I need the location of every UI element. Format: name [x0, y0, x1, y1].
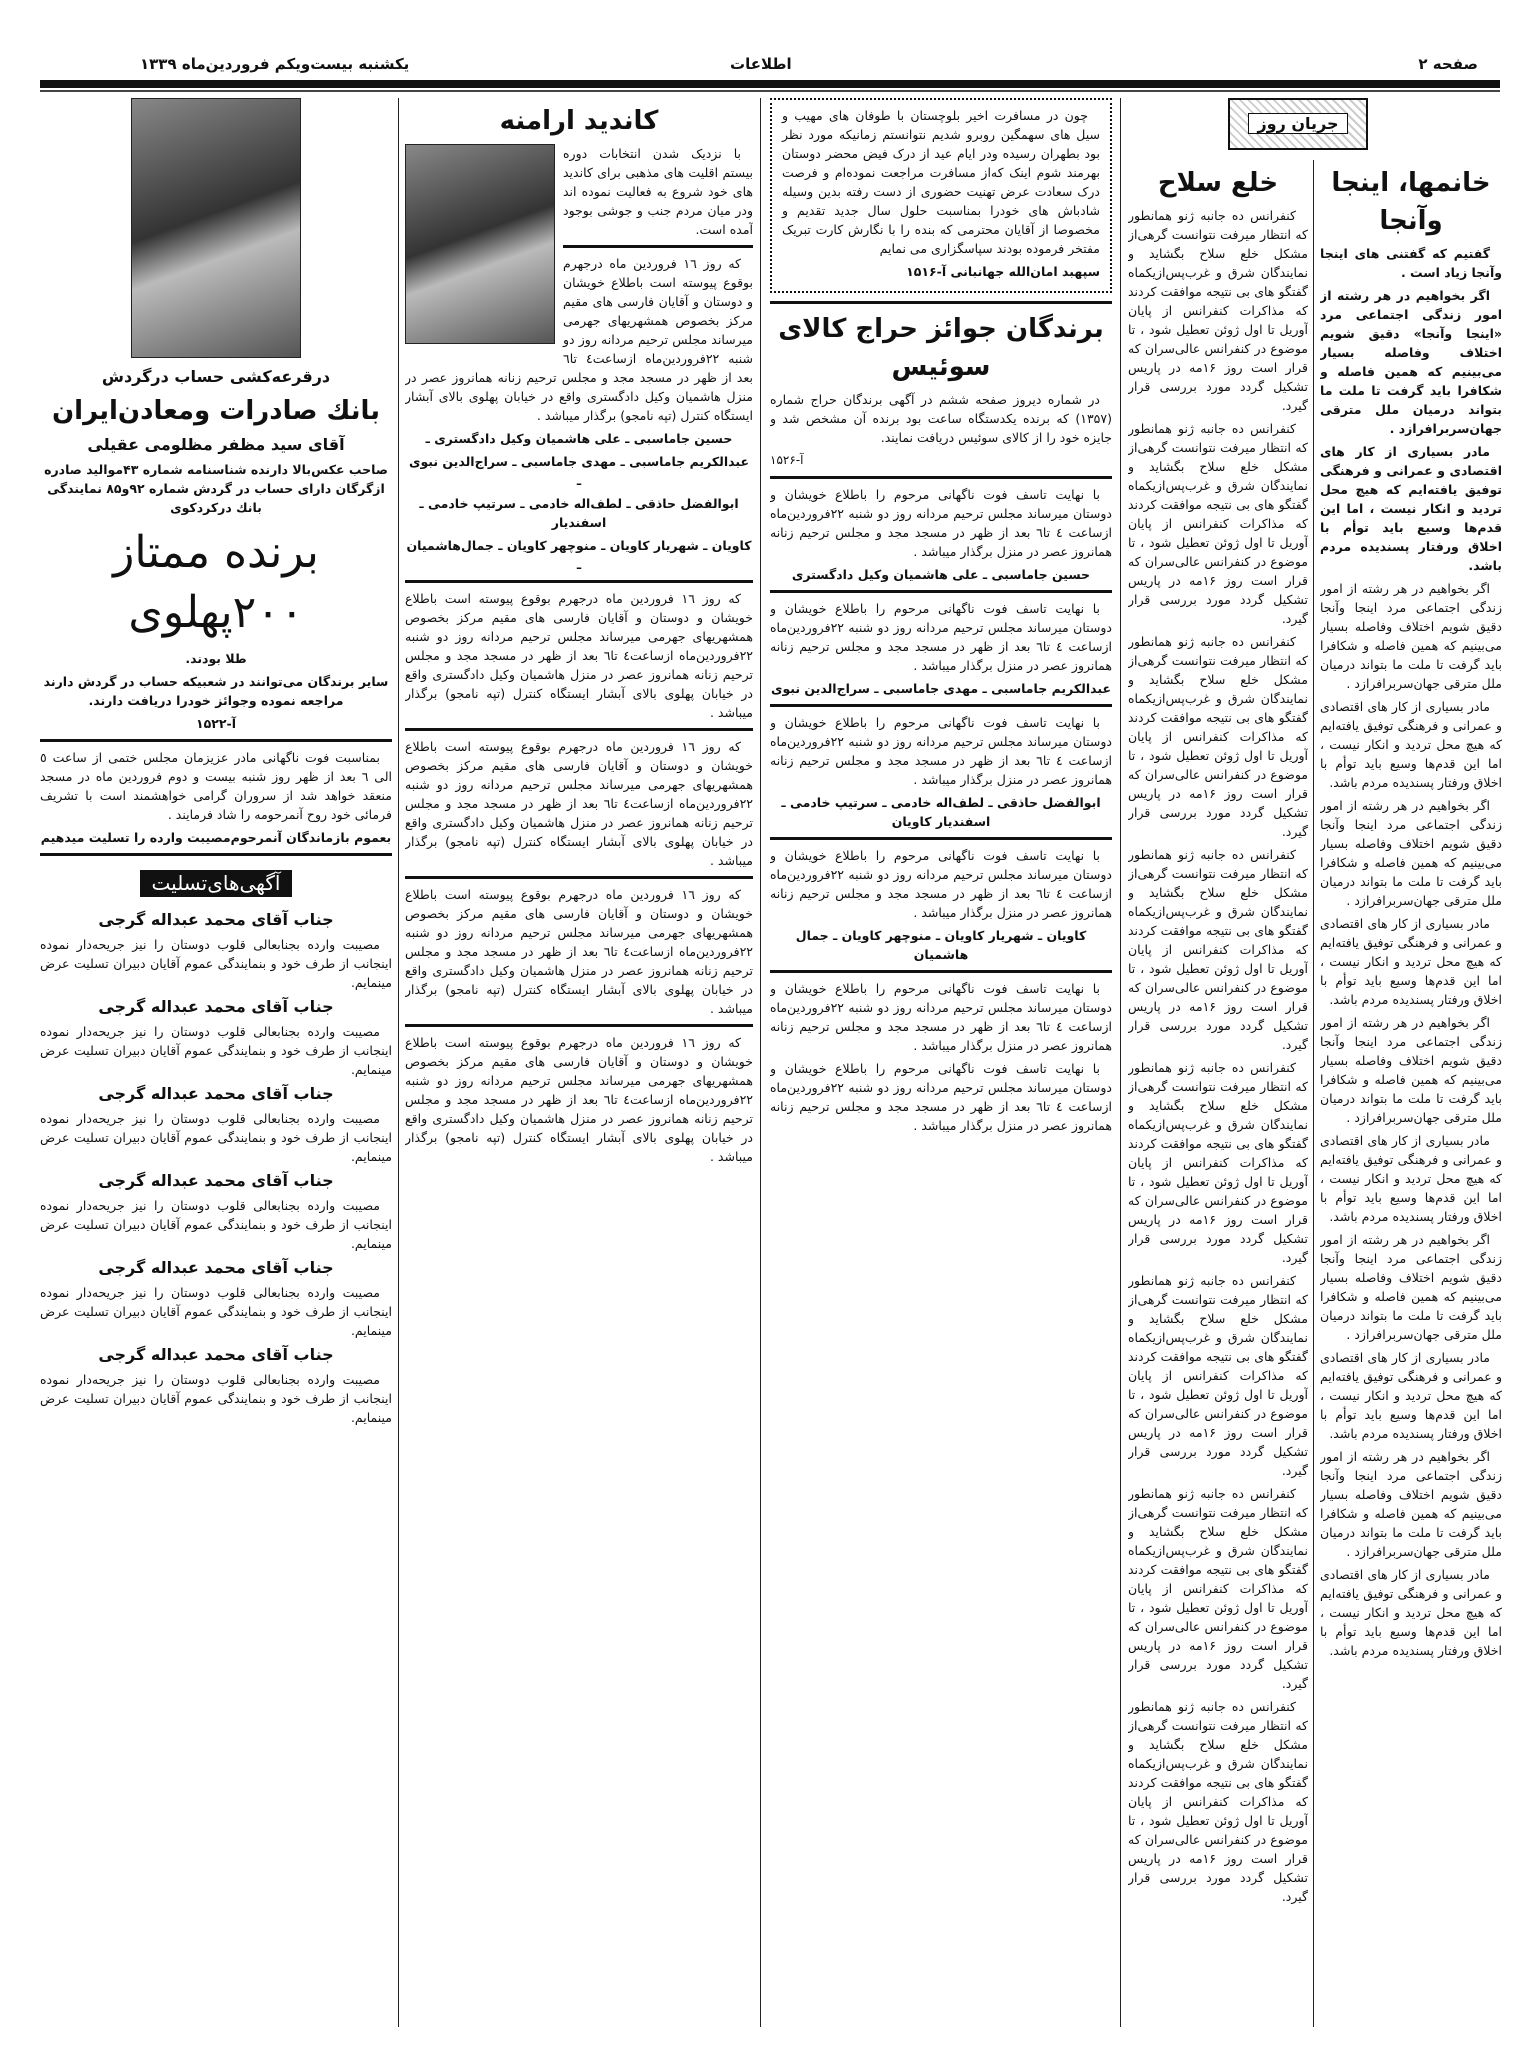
article-paragraph: اگر بخواهیم در هر رشته از امور زندگی اجتماعی مرد اینجا وآنجا دقیق شویم اختلاف وفاصله بسیار می‌بینیم که همین فاصله و شکافرا باید گرفت تا ملت ما بتواند درمیان ملل مترقی جهان‌سربرافرازد . [1320, 1015, 1502, 1125]
article-paragraph: کنفرانس ده جانبه ژنو همانطور که انتظار میرفت نتوانست گرهی‌از مشکل خلع سلاح بگشاید و نمایندگان شرق و غرب‌پس‌ازیکماه گفتگو های بی نتیجه موافقت کردند که مذاکرات کنفرانس از پایان آوریل تا اول ژوئن تعطیل شود ، تا موضوع در کنفرانس عالی‌سران که قرار است روز ۱۶مه در پاریس تشکیل گردد مورد بررسی قرار گیرد. [1128, 1699, 1308, 1904]
section-rule [770, 590, 1112, 593]
thanks-notice-text: چون در مسافرت اخیر بلوچستان با طوفان های مهیب و سیل های سهمگین روبرو شدیم نتوانستم زمانیکه مورد نظر بود بطهران رسیده ودر ایام عید از درک فیض محضر دوستان بهرمند شوم اینک که‌از مسافرت مراجعت نموده‌ام و فرصت درک سعادت عرض تهنیت حضوری از دست رفته بدین وسیله شادباش های خودرا بمناسبت حلول سال جدید تقدیم و مخصوصا از آقایان محترمی که بنده را با نگارش کارت تبریک مفتخر فرموده بودند سپاسگزاری می نمایم [782, 108, 1100, 256]
names-line: سایر برندگان می‌توانند در شعبیکه حساب در گردش دارند مراجعه نموده وجوائز خودرا دریافت دارند. [43, 674, 389, 708]
article-paragraph: کنفرانس ده جانبه ژنو همانطور که انتظار میرفت نتوانست گرهی‌از مشکل خلع سلاح بگشاید و نمایندگان شرق و غرب‌پس‌ازیکماه گفتگو های بی نتیجه موافقت کردند که مذاکرات کنفرانس از پایان آوریل تا اول ژوئن تعطیل شود ، تا موضوع در کنفرانس عالی‌سران که قرار است روز ۱۶مه در پاریس تشکیل گردد مورد بررسی قرار گیرد. [1128, 1060, 1308, 1265]
section-rule [770, 704, 1112, 707]
subheadline: جناب آقای محمد عبداله گرجی [98, 1258, 334, 1277]
article-paragraph: کنفرانس ده جانبه ژنو همانطور که انتظار میرفت نتوانست گرهی‌از مشکل خلع سلاح بگشاید و نمایندگان شرق و غرب‌پس‌ازیکماه گفتگو های بی نتیجه موافقت کردند که مذاکرات کنفرانس از پایان آوریل تا اول ژوئن تعطیل شود ، تا موضوع در کنفرانس عالی‌سران که قرار است روز ۱۶مه در پاریس تشکیل گردد مورد بررسی قرار گیرد. [1128, 208, 1308, 413]
headline: خلع سلاح [1157, 168, 1279, 198]
section-rule [770, 970, 1112, 973]
column-bank-notices [40, 98, 392, 2028]
article-paragraph: در شماره دیروز صفحه ششم در آگهی برندگان حراج شماره (۱۳۵۷) که برنده یکدستگاه ساعت بود برنده آن مشخص شد و جایزه خود را از کالای سوئیس دریافت نمایند. [770, 392, 1112, 445]
subheadline: جناب آقای محمد عبداله گرجی [98, 1084, 334, 1103]
thanks-notice-box [770, 98, 1112, 293]
section-rule [405, 1024, 753, 1027]
section-rule [563, 245, 753, 248]
section-rule [405, 580, 753, 583]
section-rule [405, 728, 753, 731]
subheadline: جناب آقای محمد عبداله گرجی [98, 1171, 334, 1190]
article-paragraph: با نهایت تاسف فوت ناگهانی مرحوم را باطلاع خویشان و دوستان میرساند مجلس ترحیم مردانه روز دو شنبه ۲۲فروردین‌ماه ازساعت ٤ تا٦ بعد از ظهر در مسجد مجد و مجلس ترحیم زنانه همانروز عصر در منزل برگذار میباشد . [770, 1061, 1112, 1133]
article-paragraph: مصیبت وارده بجنابعالی قلوب دوستان را نیز جریحه‌دار نموده اینجانب از طرف خود و بنمایندگی عموم آقایان دبیران تسلیت عرض مینمایم. [40, 937, 392, 990]
article-paragraph: مادر بسیاری از کار های اقتصادی و عمرانی و فرهنگی توفیق یافته‌ایم که هیچ محل تردید و انکار نیست ، اما این قدم‌ها وسیع باید توأم با اخلاق ورفتار پسندیده مردم باشد. [1320, 699, 1502, 790]
article-paragraph-bold: اگر بخواهیم در هر رشته از امور زندگی اجتماعی مرد «اینجا وآنجا» دقیق شویم اختلاف وفاصله بسیار می‌بینیم که همین فاصله و شکافرا باید گرفت تا ملت ما بتواند درمیان ملل مترقی جهان‌سربرافرازد . [1320, 288, 1502, 436]
article-paragraph: کنفرانس ده جانبه ژنو همانطور که انتظار میرفت نتوانست گرهی‌از مشکل خلع سلاح بگشاید و نمایندگان شرق و غرب‌پس‌ازیکماه گفتگو های بی نتیجه موافقت کردند که مذاکرات کنفرانس از پایان آوریل تا اول ژوئن تعطیل شود ، تا موضوع در کنفرانس عالی‌سران که قرار است روز ۱۶مه در پاریس تشکیل گردد مورد بررسی قرار گیرد. [1128, 421, 1308, 626]
article-paragraph: مصیبت وارده بجنابعالی قلوب دوستان را نیز جریحه‌دار نموده اینجانب از طرف خود و بنمایندگی عموم آقایان دبیران تسلیت عرض مینمایم. [40, 1372, 392, 1425]
article-paragraph-bold: گفتیم که گفتنی های اینجا وآنجا زیاد است . [1320, 246, 1502, 280]
names-line: حسین جاماسبی ـ علی هاشمیان وکیل دادگستری ـ [425, 431, 733, 446]
article-paragraph: مصیبت وارده بجنابعالی قلوب دوستان را نیز جریحه‌دار نموده اینجانب از طرف خود و بنمایندگی عموم آقایان دبیران تسلیت عرض مینمایم. [40, 1024, 392, 1077]
column-women [1320, 160, 1502, 2030]
section-label-wrap [40, 862, 392, 905]
page-number: صفحه ۲ [1418, 55, 1478, 73]
names-line: کاویان ـ شهریار کاویان ـ منوچهر کاویان ـ جمال هاشمیان [795, 928, 1087, 962]
newspaper-name: اطلاعات [730, 55, 792, 73]
subheadline: جناب آقای محمد عبداله گرجی [98, 1345, 334, 1364]
names-line: عبدالکریم جاماسبی ـ مهدی جاماسبی ـ سراج‌الدین نبوی ـ [408, 454, 749, 488]
article-paragraph: که روز ۱٦ فروردین ماه درجهرم بوقوع پیوسته است باطلاع خویشان و دوستان و آقایان فارسی های مقیم مرکز بخصوص همشهریهای جهرمی میرساند مجلس ترحیم مردانه روز دو شنبه ۲۲فروردین‌ماه ازساعت٤ تا٦ بعد از ظهر در مسجد مجد و مجلس ترحیم زنانه همانروز عصر در منزل هاشمیان وکیل دادگستری واقع در خیابان پهلوی بالای آبشار ایستگاه کنترل (تپه نامجو) برگذار میباشد . [405, 739, 753, 868]
article-paragraph: مادر بسیاری از کار های اقتصادی و عمرانی و فرهنگی توفیق یافته‌ایم که هیچ محل تردید و انکار نیست ، اما این قدم‌ها وسیع باید توأم با اخلاق ورفتار پسندیده مردم باشد. [1320, 916, 1502, 1007]
header-rule-thin [40, 90, 1500, 92]
header-rule [40, 80, 1500, 88]
day-news-title: جریان روز [1248, 113, 1347, 134]
names-line: بعموم بازماندگان آنمرحوم‌مصیبت وارده را تسلیت میدهیم [40, 830, 392, 845]
article-paragraph: مصیبت وارده بجنابعالی قلوب دوستان را نیز جریحه‌دار نموده اینجانب از طرف خود و بنمایندگی عموم آقایان دبیران تسلیت عرض مینمایم. [40, 1285, 392, 1338]
column-divider [760, 98, 761, 2027]
article-paragraph: با نهایت تاسف فوت ناگهانی مرحوم را باطلاع خویشان و دوستان میرساند مجلس ترحیم مردانه روز دو شنبه ۲۲فروردین‌ماه ازساعت ٤ تا٦ بعد از ظهر در مسجد مجد و مجلس ترحیم زنانه همانروز عصر در منزل برگذار میباشد . [770, 848, 1112, 920]
article-paragraph: با نهایت تاسف فوت ناگهانی مرحوم را باطلاع خویشان و دوستان میرساند مجلس ترحیم مردانه روز دو شنبه ۲۲فروردین‌ماه ازساعت ٤ تا٦ بعد از ظهر در مسجد مجد و مجلس ترحیم زنانه همانروز عصر در منزل برگذار میباشد . [770, 487, 1112, 559]
headline: بانك صادرات ومعادن‌ایران [51, 396, 381, 426]
subheadline: جناب آقای محمد عبداله گرجی [98, 997, 334, 1016]
section-rule [40, 853, 392, 856]
names-line: طلا بودند. [185, 651, 247, 666]
names-line: ابوالفضل حاذقی ـ لطف‌اله خادمی ـ سرتیپ خادمی ـ اسفندیار کاویان [781, 795, 1101, 829]
article-paragraph: اگر بخواهیم در هر رشته از امور زندگی اجتماعی مرد اینجا وآنجا دقیق شویم اختلاف وفاصله بسیار می‌بینیم که همین فاصله و شکافرا باید گرفت تا ملت ما بتواند درمیان ملل مترقی جهان‌سربرافرازد . [1320, 1232, 1502, 1342]
article-paragraph-bold: مادر بسیاری از کار های اقتصادی و عمرانی و فرهنگی توفیق یافته‌ایم که هیچ محل تردید و انکار نیست ، اما این قدم‌ها وسیع باید توأم با اخلاق ورفتار پسندیده مردم باشد. [1320, 444, 1502, 573]
names-line: عبدالکریم جاماسبی ـ مهدی جاماسبی ـ سراج‌الدین نبوی [770, 681, 1111, 696]
article-paragraph: کنفرانس ده جانبه ژنو همانطور که انتظار میرفت نتوانست گرهی‌از مشکل خلع سلاح بگشاید و نمایندگان شرق و غرب‌پس‌ازیکماه گفتگو های بی نتیجه موافقت کردند که مذاکرات کنفرانس از پایان آوریل تا اول ژوئن تعطیل شود ، تا موضوع در کنفرانس عالی‌سران که قرار است روز ۱۶مه در پاریس تشکیل گردد مورد بررسی قرار گیرد. [1128, 1273, 1308, 1478]
article-paragraph: مادر بسیاری از کار های اقتصادی و عمرانی و فرهنگی توفیق یافته‌ایم که هیچ محل تردید و انکار نیست ، اما این قدم‌ها وسیع باید توأم با اخلاق ورفتار پسندیده مردم باشد. [1320, 1133, 1502, 1224]
column-swiss-auction [770, 98, 1112, 2028]
issue-date: یکشنبه بیست‌ویکم فروردین‌ماه ۱۳۳۹ [140, 55, 410, 73]
article-paragraph: بمناسبت فوت ناگهانی مادر عزیزمان مجلس ختمی از ساعت ٥ الی ٦ بعد از ظهر روز شنبه بیست و دوم فروردین ماه در مسجد منعقد خواهد شد از سروران گرامی خواهشمند است با تشریف فرمائی خود روح آنمرحومه را شاد فرمایند . [40, 750, 392, 822]
section-rule [770, 476, 1112, 479]
article-paragraph: اگر بخواهیم در هر رشته از امور زندگی اجتماعی مرد اینجا وآنجا دقیق شویم اختلاف وفاصله بسیار می‌بینیم که همین فاصله و شکافرا باید گرفت تا ملت ما بتواند درمیان ملل مترقی جهان‌سربرافرازد . [1320, 798, 1502, 908]
headline: برندگان جوائز حراج کالای سوئیس [778, 314, 1104, 382]
section-rule [770, 837, 1112, 840]
article-paragraph: اگر بخواهیم در هر رشته از امور زندگی اجتماعی مرد اینجا وآنجا دقیق شویم اختلاف وفاصله بسیار می‌بینیم که همین فاصله و شکافرا باید گرفت تا ملت ما بتواند درمیان ملل مترقی جهان‌سربرافرازد . [1320, 1449, 1502, 1559]
names-line: کاویان ـ شهریار کاویان ـ منوچهر کاویان ـ جمال‌هاشمیان ـ [406, 538, 752, 572]
article-paragraph: مادر بسیاری از کار های اقتصادی و عمرانی و فرهنگی توفیق یافته‌ایم که هیچ محل تردید و انکار نیست ، اما این قدم‌ها وسیع باید توأم با اخلاق ورفتار پسندیده مردم باشد. [1320, 1350, 1502, 1441]
section-rule [40, 739, 392, 742]
names-line: صاحب عکس‌بالا دارنده شناسنامه شماره ۴۳موالید صادره ازگرگان دارای حساب در گردش شماره ۹۲و۸۵ نمایندگی بانك درکردکوی [44, 462, 388, 515]
headline: خانمها، اینجا وآنجا [1331, 168, 1491, 236]
column-divider [1120, 98, 1121, 2027]
portrait-photo [131, 98, 301, 358]
section-rule [405, 876, 753, 879]
article-paragraph: مصیبت وارده بجنابعالی قلوب دوستان را نیز جریحه‌دار نموده اینجانب از طرف خود و بنمایندگی عموم آقایان دبیران تسلیت عرض مینمایم. [40, 1198, 392, 1251]
article-paragraph: کنفرانس ده جانبه ژنو همانطور که انتظار میرفت نتوانست گرهی‌از مشکل خلع سلاح بگشاید و نمایندگان شرق و غرب‌پس‌ازیکماه گفتگو های بی نتیجه موافقت کردند که مذاکرات کنفرانس از پایان آوریل تا اول ژوئن تعطیل شود ، تا موضوع در کنفرانس عالی‌سران که قرار است روز ۱۶مه در پاریس تشکیل گردد مورد بررسی قرار گیرد. [1128, 1486, 1308, 1691]
article-paragraph: مصیبت وارده بجنابعالی قلوب دوستان را نیز جریحه‌دار نموده اینجانب از طرف خود و بنمایندگی عموم آقایان دبیران تسلیت عرض مینمایم. [40, 1111, 392, 1164]
subheadline: جناب آقای محمد عبداله گرجی [98, 910, 334, 929]
article-paragraph: با نهایت تاسف فوت ناگهانی مرحوم را باطلاع خویشان و دوستان میرساند مجلس ترحیم مردانه روز دو شنبه ۲۲فروردین‌ماه ازساعت ٤ تا٦ بعد از ظهر در مسجد مجد و مجلس ترحیم زنانه همانروز عصر در منزل برگذار میباشد . [770, 601, 1112, 673]
article-paragraph: با نهایت تاسف فوت ناگهانی مرحوم را باطلاع خویشان و دوستان میرساند مجلس ترحیم مردانه روز دو شنبه ۲۲فروردین‌ماه ازساعت ٤ تا٦ بعد از ظهر در مسجد مجد و مجلس ترحیم زنانه همانروز عصر در منزل برگذار میباشد . [770, 981, 1112, 1053]
names-line: ابوالفضل حاذقی ـ لطف‌اله خادمی ـ سرتیپ خادمی ـ اسفندیار [419, 496, 739, 530]
column-divider [1313, 160, 1314, 2027]
article-paragraph: اگر بخواهیم در هر رشته از امور زندگی اجتماعی مرد اینجا وآنجا دقیق شویم اختلاف وفاصله بسیار می‌بینیم که همین فاصله و شکافرا باید گرفت تا ملت ما بتواند درمیان ملل مترقی جهان‌سربرافرازد . [1320, 581, 1502, 691]
portrait-photo [405, 144, 555, 344]
article-paragraph: با نزدیک شدن انتخابات دوره بیستم اقلیت های مذهبی برای کاندید های خود شروع به فعالیت نموده اند ودر میان مردم جنب و جوشی بوجود آمده است. [563, 146, 753, 237]
subheadline: درقرعه‌کشی حساب درگردش [101, 367, 331, 386]
article-paragraph: کنفرانس ده جانبه ژنو همانطور که انتظار میرفت نتوانست گرهی‌از مشکل خلع سلاح بگشاید و نمایندگان شرق و غرب‌پس‌ازیکماه گفتگو های بی نتیجه موافقت کردند که مذاکرات کنفرانس از پایان آوریل تا اول ژوئن تعطیل شود ، تا موضوع در کنفرانس عالی‌سران که قرار است روز ۱۶مه در پاریس تشکیل گردد مورد بررسی قرار گیرد. [1128, 634, 1308, 839]
column-divider [398, 98, 399, 2027]
article-paragraph: که روز ۱٦ فروردین ماه درجهرم بوقوع پیوسته است باطلاع خویشان و دوستان و آقایان فارسی های مقیم مرکز بخصوص همشهریهای جهرمی میرساند مجلس ترحیم مردانه روز دو شنبه ۲۲فروردین‌ماه ازساعت٤ تا٦ بعد از ظهر در مسجد مجد و مجلس ترحیم زنانه همانروز عصر در منزل هاشمیان وکیل دادگستری واقع در خیابان پهلوی بالای آبشار ایستگاه کنترل (تپه نامجو) برگذار میباشد . [405, 887, 753, 1016]
column-armenian-candidate [405, 98, 753, 2028]
names-line: حسین جاماسبی ـ علی هاشمیان وکیل دادگستری [791, 567, 1091, 582]
article-paragraph: با نهایت تاسف فوت ناگهانی مرحوم را باطلاع خویشان و دوستان میرساند مجلس ترحیم مردانه روز دو شنبه ۲۲فروردین‌ماه ازساعت ٤ تا٦ بعد از ظهر در مسجد مجد و مجلس ترحیم زنانه همانروز عصر در منزل برگذار میباشد . [770, 715, 1112, 787]
ad-code: آ-۱۵۲۶ [770, 453, 804, 467]
article-paragraph: که روز ۱٦ فروردین ماه درجهرم بوقوع پیوسته است باطلاع خویشان و دوستان و آقایان فارسی های مقیم مرکز بخصوص همشهریهای جهرمی میرساند مجلس ترحیم مردانه روز دو شنبه ۲۲فروردین‌ماه ازساعت٤ تا٦ بعد از ظهر در مسجد مجد و مجلس ترحیم زنانه همانروز عصر در منزل هاشمیان وکیل دادگستری واقع در خیابان پهلوی بالای آبشار ایستگاه کنترل (تپه نامجو) برگذار میباشد . [405, 256, 753, 423]
article-paragraph: مادر بسیاری از کار های اقتصادی و عمرانی و فرهنگی توفیق یافته‌ایم که هیچ محل تردید و انکار نیست ، اما این قدم‌ها وسیع باید توأم با اخلاق ورفتار پسندیده مردم باشد. [1320, 1567, 1502, 1658]
day-news-box [1228, 98, 1368, 150]
column-disarmament [1128, 160, 1308, 2030]
article-paragraph: که روز ۱٦ فروردین ماه درجهرم بوقوع پیوسته است باطلاع خویشان و دوستان و آقایان فارسی های مقیم مرکز بخصوص همشهریهای جهرمی میرساند مجلس ترحیم مردانه روز دو شنبه ۲۲فروردین‌ماه ازساعت٤ تا٦ بعد از ظهر در مسجد مجد و مجلس ترحیم زنانه همانروز عصر در منزل هاشمیان وکیل دادگستری واقع در خیابان پهلوی بالای آبشار ایستگاه کنترل (تپه نامجو) برگذار میباشد . [405, 1035, 753, 1164]
section-rule [770, 301, 1112, 304]
subheadline: آقای سید مظفر مظلومی عقیلی [87, 435, 345, 454]
thanks-notice-signature: سپهبد امان‌الله جهانبانی آ-۱۵۱۶ [906, 264, 1100, 279]
headline: کاندید ارامنه [499, 106, 659, 136]
article-paragraph: کنفرانس ده جانبه ژنو همانطور که انتظار میرفت نتوانست گرهی‌از مشکل خلع سلاح بگشاید و نمایندگان شرق و غرب‌پس‌ازیکماه گفتگو های بی نتیجه موافقت کردند که مذاکرات کنفرانس از پایان آوریل تا اول ژوئن تعطیل شود ، تا موضوع در کنفرانس عالی‌سران که قرار است روز ۱۶مه در پاریس تشکیل گردد مورد بررسی قرار گیرد. [1128, 847, 1308, 1052]
condolence-section-label: آگهی‌های‌تسلیت [140, 870, 293, 897]
headline-large: برنده ممتاز ۲۰۰پهلوی [113, 527, 319, 638]
article-paragraph: که روز ۱٦ فروردین ماه درجهرم بوقوع پیوسته است باطلاع خویشان و دوستان و آقایان فارسی های مقیم مرکز بخصوص همشهریهای جهرمی میرساند مجلس ترحیم مردانه روز دو شنبه ۲۲فروردین‌ماه ازساعت٤ تا٦ بعد از ظهر در مسجد مجد و مجلس ترحیم زنانه همانروز عصر در منزل هاشمیان وکیل دادگستری واقع در خیابان پهلوی بالای آبشار ایستگاه کنترل (تپه نامجو) برگذار میباشد . [405, 591, 753, 720]
names-line: آ-۱۵۲۲ [195, 716, 236, 731]
